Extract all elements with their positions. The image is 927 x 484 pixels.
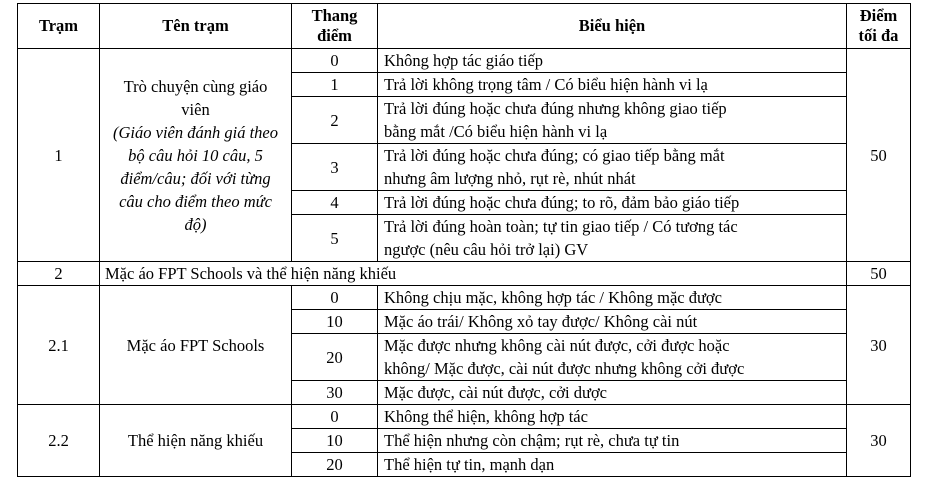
station-id-2-2: 2.2: [18, 405, 100, 477]
score-cell: 0: [292, 49, 378, 73]
scoring-table: [17, 3, 911, 477]
max-score-2: 50: [847, 262, 911, 286]
description-cell: Mặc được, cài nút được, cởi dược: [378, 381, 847, 405]
score-cell: 30: [292, 381, 378, 405]
table-header-row: [18, 4, 911, 49]
score-cell: 4: [292, 191, 378, 215]
station-id-1: 1: [18, 49, 100, 262]
table-row: [18, 405, 911, 429]
description-cell: Trả lời không trọng tâm / Có biểu hiện hành vi lạ: [378, 73, 847, 97]
station-name-2-1: Mặc áo FPT Schools: [100, 286, 292, 405]
station-id-2: 2: [18, 262, 100, 286]
score-cell: 5: [292, 215, 378, 262]
score-cell: 20: [292, 334, 378, 381]
table-row: [18, 286, 911, 310]
max-score-2-1: 30: [847, 286, 911, 405]
description-cell: Thể hiện nhưng còn chậm; rụt rè, chưa tự tin: [378, 429, 847, 453]
description-cell: Không hợp tác giáo tiếp: [378, 49, 847, 73]
header-max-score: Điểm tối đa: [847, 4, 911, 49]
description-cell: Trả lời đúng hoàn toàn; tự tin giao tiếp / Có tương tác ngược (nêu câu hỏi trở lại) GV: [378, 215, 847, 262]
station-name-text: Trò chuyện cùng giáo viên: [123, 76, 268, 119]
score-cell: 2: [292, 97, 378, 144]
station-name-1: [100, 49, 292, 262]
header-scale: Thang điểm: [292, 4, 378, 49]
description-cell: Trả lời đúng hoặc chưa đúng; có giao tiếp bằng mắt nhưng âm lượng nhỏ, rụt rè, nhút nhát: [378, 144, 847, 191]
header-expression: Biểu hiện: [378, 4, 847, 49]
description-cell: Mặc được nhưng không cài nút được, cởi được hoặc không/ Mặc được, cài nút được nhưng không cởi được: [378, 334, 847, 381]
score-cell: 1: [292, 73, 378, 97]
score-cell: 0: [292, 286, 378, 310]
station-id-2-1: 2.1: [18, 286, 100, 405]
description-cell: Mặc áo trái/ Không xỏ tay được/ Không cài nút: [378, 310, 847, 334]
score-cell: 0: [292, 405, 378, 429]
score-cell: 10: [292, 429, 378, 453]
table-row: [18, 49, 911, 73]
max-score-1: 50: [847, 49, 911, 262]
station-note: (Giáo viên đánh giá theo bộ câu hỏi 10 câu, 5 điểm/câu; đối với từng câu cho điểm theo mức độ): [113, 122, 278, 234]
header-station: Trạm: [18, 4, 100, 49]
description-cell: Trả lời đúng hoặc chưa đúng; to rõ, đảm bảo giáo tiếp: [378, 191, 847, 215]
score-cell: 3: [292, 144, 378, 191]
table-row: [18, 262, 911, 286]
description-cell: Không thể hiện, không hợp tác: [378, 405, 847, 429]
header-station-name: Tên trạm: [100, 4, 292, 49]
station-name-2-2: Thể hiện năng khiếu: [100, 405, 292, 477]
description-cell: Thể hiện tự tin, mạnh dạn: [378, 453, 847, 477]
station-title-2: Mặc áo FPT Schools và thể hiện năng khiếu: [100, 262, 847, 286]
max-score-2-2: 30: [847, 405, 911, 477]
description-cell: Trả lời đúng hoặc chưa đúng nhưng không giao tiếp bằng mắt /Có biểu hiện hành vi lạ: [378, 97, 847, 144]
score-cell: 20: [292, 453, 378, 477]
description-cell: Không chịu mặc, không hợp tác / Không mặc được: [378, 286, 847, 310]
score-cell: 10: [292, 310, 378, 334]
